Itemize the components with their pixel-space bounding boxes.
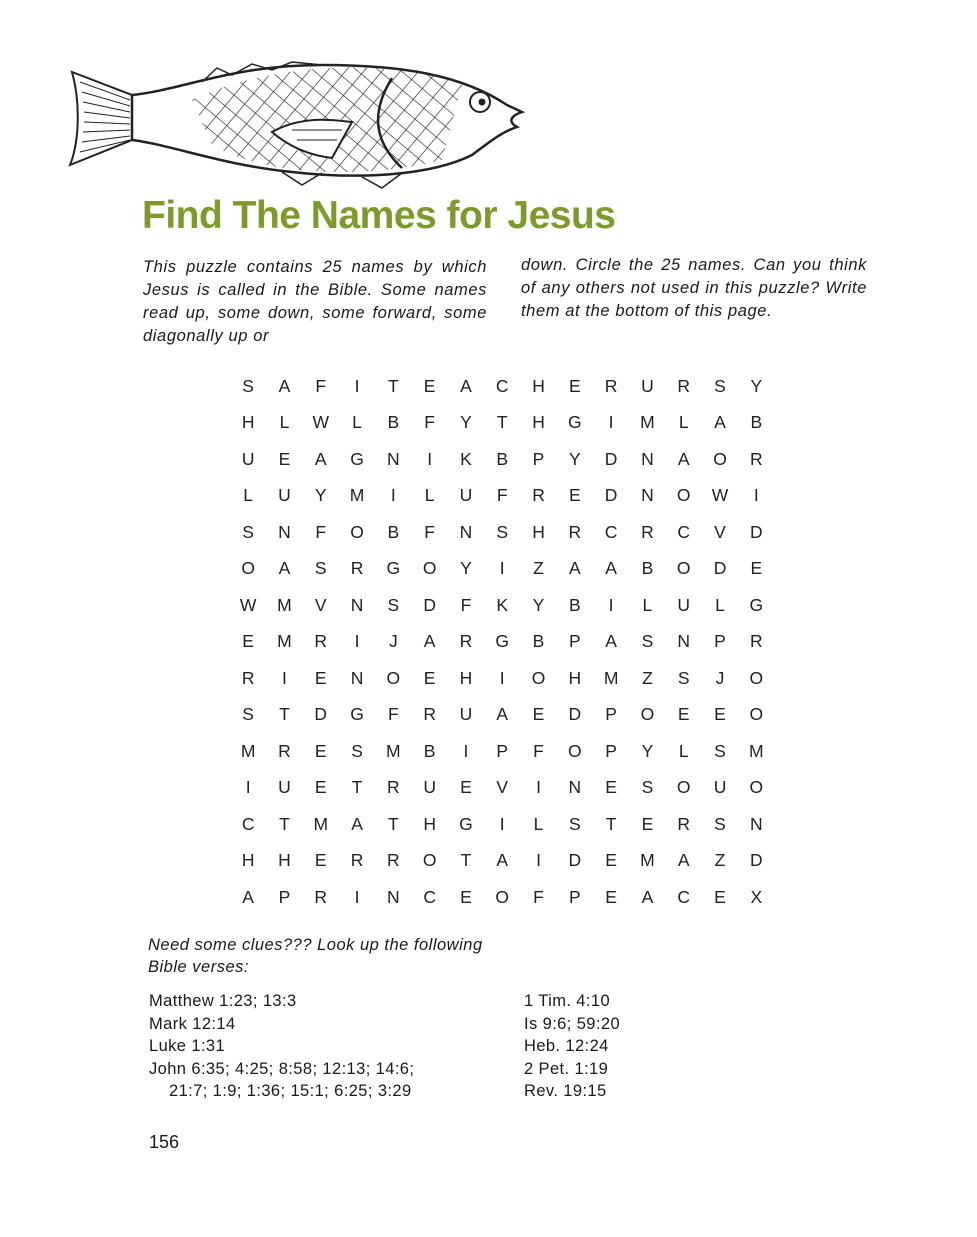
- grid-letter[interactable]: D: [604, 485, 618, 506]
- grid-letter[interactable]: S: [242, 521, 254, 542]
- grid-letter[interactable]: U: [459, 485, 473, 506]
- grid-letter[interactable]: U: [423, 777, 436, 798]
- grid-letter[interactable]: I: [245, 777, 251, 798]
- grid-letter[interactable]: W: [711, 485, 729, 506]
- grid-letter[interactable]: S: [714, 813, 726, 834]
- grid-letter[interactable]: I: [354, 886, 360, 907]
- grid-letter[interactable]: S: [387, 594, 400, 615]
- grid-letter[interactable]: D: [423, 594, 436, 615]
- grid-letter[interactable]: D: [314, 704, 328, 725]
- grid-letter[interactable]: A: [496, 850, 509, 871]
- grid-letter[interactable]: L: [352, 412, 362, 433]
- grid-letter[interactable]: H: [423, 813, 436, 834]
- grid-letter[interactable]: H: [241, 412, 255, 433]
- grid-letter[interactable]: O: [749, 667, 764, 688]
- grid-letter[interactable]: U: [241, 448, 255, 469]
- grid-letter[interactable]: R: [641, 521, 654, 542]
- grid-letter[interactable]: E: [314, 740, 327, 761]
- grid-letter[interactable]: A: [242, 886, 254, 907]
- clue-reference: 1 Tim. 4:10: [524, 992, 611, 1010]
- grid-letter[interactable]: O: [495, 886, 510, 907]
- grid-letter[interactable]: T: [351, 777, 363, 798]
- grid-letter[interactable]: Z: [714, 850, 726, 871]
- grid-letter[interactable]: E: [460, 886, 472, 907]
- grid-letter[interactable]: P: [278, 886, 291, 907]
- grid-letter[interactable]: Z: [642, 667, 653, 688]
- grid-letter[interactable]: P: [568, 631, 581, 652]
- grid-letter[interactable]: P: [714, 631, 726, 652]
- grid-letter[interactable]: E: [641, 813, 654, 834]
- grid-letter[interactable]: F: [533, 740, 544, 761]
- grid-letter[interactable]: L: [424, 485, 435, 506]
- grid-letter[interactable]: T: [605, 813, 617, 834]
- grid-row: [230, 697, 775, 734]
- grid-letter[interactable]: T: [387, 375, 399, 396]
- grid-letter[interactable]: T: [387, 813, 399, 834]
- grid-letter[interactable]: V: [314, 594, 327, 615]
- grid-letter[interactable]: N: [641, 485, 654, 506]
- grid-letter[interactable]: F: [424, 521, 435, 542]
- grid-letter[interactable]: L: [642, 594, 653, 615]
- grid-letter[interactable]: I: [463, 740, 469, 761]
- grid-letter[interactable]: F: [315, 521, 327, 542]
- grid-letter[interactable]: A: [460, 375, 472, 396]
- grid-letter[interactable]: S: [351, 740, 363, 761]
- grid-letter[interactable]: N: [387, 448, 400, 469]
- grid-letter[interactable]: A: [314, 448, 327, 469]
- grid-letter[interactable]: Y: [568, 448, 581, 469]
- grid-letter[interactable]: P: [605, 740, 617, 761]
- grid-letter[interactable]: I: [427, 448, 433, 469]
- grid-letter[interactable]: D: [749, 521, 763, 542]
- grid-letter[interactable]: G: [350, 448, 364, 469]
- grid-letter[interactable]: R: [459, 631, 473, 652]
- word-search-grid: [230, 368, 775, 916]
- clue-reference: Rev. 19:15: [524, 1082, 607, 1100]
- grid-letter[interactable]: N: [568, 777, 582, 798]
- grid-letter[interactable]: R: [532, 485, 545, 506]
- grid-letter[interactable]: O: [676, 558, 691, 579]
- grid-letter[interactable]: W: [239, 594, 257, 615]
- grid-row: [230, 806, 775, 843]
- clues-heading: Need some clues??? Look up the following Bible verses:: [148, 936, 483, 976]
- grid-row: [230, 733, 775, 770]
- grid-letter[interactable]: G: [350, 704, 364, 725]
- grid-row: [230, 514, 775, 551]
- grid-letter[interactable]: R: [278, 740, 291, 761]
- grid-letter[interactable]: H: [459, 667, 473, 688]
- grid-letter[interactable]: T: [496, 412, 508, 433]
- grid-letter[interactable]: E: [568, 375, 581, 396]
- grid-letter[interactable]: Y: [532, 594, 545, 615]
- grid-letter[interactable]: T: [460, 850, 472, 871]
- grid-letter[interactable]: R: [604, 375, 618, 396]
- grid-letter[interactable]: H: [532, 412, 545, 433]
- grid-letter[interactable]: B: [387, 521, 400, 542]
- grid-letter[interactable]: I: [608, 412, 614, 433]
- grid-letter[interactable]: P: [496, 740, 509, 761]
- grid-letter[interactable]: J: [715, 667, 725, 688]
- grid-letter[interactable]: O: [713, 448, 727, 469]
- grid-letter[interactable]: O: [749, 777, 764, 798]
- grid-letter[interactable]: M: [640, 850, 655, 871]
- grid-letter[interactable]: P: [605, 704, 617, 725]
- grid-letter[interactable]: B: [641, 558, 654, 579]
- grid-row: [230, 368, 775, 405]
- grid-letter[interactable]: E: [314, 777, 327, 798]
- grid-row: [230, 441, 775, 478]
- grid-letter[interactable]: I: [499, 667, 505, 688]
- grid-letter[interactable]: E: [278, 448, 291, 469]
- grid-letter[interactable]: S: [242, 375, 254, 396]
- clue-reference: John 6:35; 4:25; 8:58; 12:13; 14:6;: [149, 1059, 415, 1078]
- grid-letter[interactable]: E: [532, 704, 545, 725]
- grid-letter[interactable]: O: [640, 704, 655, 725]
- grid-letter[interactable]: O: [386, 667, 401, 688]
- grid-letter[interactable]: N: [459, 521, 473, 542]
- grid-letter[interactable]: P: [532, 448, 545, 469]
- grid-letter[interactable]: D: [568, 850, 582, 871]
- grid-letter[interactable]: E: [677, 704, 690, 725]
- grid-letter[interactable]: L: [533, 813, 544, 834]
- clue-reference: Luke 1:31: [149, 1037, 226, 1055]
- grid-letter[interactable]: W: [312, 412, 329, 433]
- grid-letter[interactable]: A: [278, 375, 291, 396]
- grid-letter[interactable]: Y: [641, 740, 654, 761]
- grid-letter[interactable]: Y: [314, 485, 327, 506]
- grid-letter[interactable]: M: [603, 667, 619, 688]
- grid-letter[interactable]: U: [278, 777, 291, 798]
- clue-reference: Is 9:6; 59:20: [524, 1014, 621, 1033]
- grid-letter[interactable]: O: [422, 558, 437, 579]
- grid-letter[interactable]: A: [496, 704, 509, 725]
- grid-row: [230, 405, 775, 442]
- grid-letter[interactable]: E: [714, 704, 726, 725]
- grid-letter[interactable]: E: [605, 777, 617, 798]
- grid-letter[interactable]: S: [641, 777, 654, 798]
- grid-letter[interactable]: H: [278, 850, 291, 871]
- grid-letter[interactable]: I: [753, 485, 759, 506]
- grid-letter[interactable]: K: [460, 448, 472, 469]
- grid-letter[interactable]: C: [241, 813, 255, 834]
- grid-row: [230, 551, 775, 588]
- grid-letter[interactable]: R: [387, 850, 400, 871]
- grid-letter[interactable]: C: [677, 886, 691, 907]
- grid-letter[interactable]: R: [749, 631, 763, 652]
- grid-letter[interactable]: E: [605, 850, 617, 871]
- grid-letter[interactable]: E: [750, 558, 763, 579]
- intro-text-left: This puzzle contains 25 names by which Jesus is called in the Bible. Some names read up, some down, some forward, some diagonally up or: [143, 258, 487, 345]
- grid-letter[interactable]: G: [386, 558, 401, 579]
- grid-letter[interactable]: E: [423, 667, 436, 688]
- grid-letter[interactable]: O: [350, 521, 364, 542]
- grid-row: [230, 478, 775, 515]
- grid-letter[interactable]: S: [714, 375, 726, 396]
- grid-letter[interactable]: E: [568, 485, 581, 506]
- grid-letter[interactable]: O: [531, 667, 546, 688]
- grid-letter[interactable]: R: [677, 813, 691, 834]
- grid-letter[interactable]: O: [241, 558, 255, 579]
- grid-letter[interactable]: E: [423, 375, 436, 396]
- grid-letter[interactable]: R: [423, 704, 436, 725]
- grid-letter[interactable]: O: [422, 850, 437, 871]
- grid-letter[interactable]: I: [354, 631, 360, 652]
- grid-letter[interactable]: A: [714, 412, 726, 433]
- grid-letter[interactable]: E: [605, 886, 617, 907]
- grid-letter[interactable]: L: [279, 412, 290, 433]
- grid-letter[interactable]: R: [314, 631, 328, 652]
- grid-letter[interactable]: F: [424, 412, 435, 433]
- grid-letter[interactable]: C: [423, 886, 436, 907]
- page-number: 156: [149, 1132, 180, 1152]
- grid-letter[interactable]: P: [568, 886, 581, 907]
- intro-text-right: down. Circle the 25 names. Can you think of any others not used in this puzzle? Write them at the bottom of this page.: [521, 256, 867, 320]
- grid-letter[interactable]: G: [568, 412, 582, 433]
- grid-letter[interactable]: O: [749, 704, 764, 725]
- grid-letter[interactable]: R: [241, 667, 255, 688]
- grid-letter[interactable]: M: [277, 631, 292, 652]
- grid-row: [230, 879, 775, 916]
- grid-letter[interactable]: A: [677, 850, 690, 871]
- grid-letter[interactable]: M: [240, 740, 256, 761]
- clue-reference: Matthew 1:23; 13:3: [149, 992, 297, 1010]
- grid-letter[interactable]: E: [460, 777, 472, 798]
- grid-letter[interactable]: B: [387, 412, 400, 433]
- grid-letter[interactable]: N: [641, 448, 654, 469]
- grid-letter[interactable]: I: [499, 813, 505, 834]
- grid-letter[interactable]: H: [241, 850, 255, 871]
- grid-letter[interactable]: S: [496, 521, 509, 542]
- grid-letter[interactable]: S: [714, 740, 726, 761]
- grid-letter[interactable]: Y: [460, 412, 472, 433]
- grid-letter[interactable]: U: [641, 375, 654, 396]
- grid-letter[interactable]: S: [242, 704, 254, 725]
- grid-letter[interactable]: J: [388, 631, 398, 652]
- grid-letter[interactable]: M: [313, 813, 329, 834]
- grid-letter[interactable]: F: [496, 485, 508, 506]
- grid-letter[interactable]: X: [750, 886, 763, 907]
- grid-letter[interactable]: U: [278, 485, 291, 506]
- grid-letter[interactable]: U: [713, 777, 727, 798]
- grid-letter[interactable]: A: [278, 558, 291, 579]
- grid-letter[interactable]: A: [351, 813, 363, 834]
- grid-letter[interactable]: N: [749, 813, 763, 834]
- grid-letter[interactable]: R: [749, 448, 763, 469]
- grid-letter[interactable]: C: [677, 521, 691, 542]
- grid-letter[interactable]: Y: [750, 375, 763, 396]
- clues-right-column: [524, 990, 620, 1103]
- grid-letter[interactable]: E: [314, 850, 327, 871]
- clue-reference: Heb. 12:24: [524, 1037, 609, 1055]
- grid-letter[interactable]: D: [749, 850, 763, 871]
- grid-letter[interactable]: B: [568, 594, 581, 615]
- grid-letter[interactable]: I: [536, 777, 541, 798]
- clue-reference: 21:7; 1:9; 1:36; 15:1; 6:25; 3:29: [169, 1082, 412, 1100]
- grid-letter[interactable]: S: [314, 558, 327, 579]
- grid-letter[interactable]: E: [314, 667, 327, 688]
- fish-illustration: [62, 60, 532, 195]
- grid-row: [230, 587, 775, 624]
- grid-letter[interactable]: I: [282, 667, 287, 688]
- grid-letter[interactable]: S: [568, 813, 581, 834]
- grid-letter[interactable]: L: [243, 485, 254, 506]
- grid-letter[interactable]: B: [423, 740, 436, 761]
- grid-letter[interactable]: S: [677, 667, 690, 688]
- grid-letter[interactable]: A: [605, 558, 617, 579]
- grid-letter[interactable]: B: [496, 448, 509, 469]
- grid-letter[interactable]: R: [350, 558, 364, 579]
- grid-letter[interactable]: H: [532, 375, 545, 396]
- grid-letter[interactable]: I: [354, 375, 360, 396]
- page-title: Find The Names for Jesus: [142, 194, 616, 237]
- grid-letter[interactable]: L: [678, 740, 689, 761]
- clue-reference: 2 Pet. 1:19: [524, 1059, 609, 1078]
- grid-letter[interactable]: N: [677, 631, 691, 652]
- clues-left-column: [149, 990, 414, 1103]
- grid-letter[interactable]: R: [677, 375, 691, 396]
- grid-letter[interactable]: L: [678, 412, 689, 433]
- grid-letter[interactable]: A: [605, 631, 617, 652]
- grid-letter[interactable]: K: [496, 594, 509, 615]
- grid-letter[interactable]: A: [677, 448, 690, 469]
- grid-letter[interactable]: M: [277, 594, 292, 615]
- grid-letter[interactable]: O: [568, 740, 582, 761]
- grid-letter[interactable]: I: [390, 485, 396, 506]
- grid-letter[interactable]: G: [495, 631, 510, 652]
- grid-letter[interactable]: L: [715, 594, 725, 615]
- grid-letter[interactable]: U: [459, 704, 473, 725]
- grid-letter[interactable]: R: [568, 521, 582, 542]
- grid-letter[interactable]: A: [423, 631, 436, 652]
- grid-letter[interactable]: T: [279, 813, 290, 834]
- grid-letter[interactable]: V: [496, 777, 509, 798]
- grid-letter[interactable]: V: [714, 521, 726, 542]
- clue-reference: Mark 12:14: [149, 1014, 236, 1033]
- grid-letter[interactable]: G: [459, 813, 473, 834]
- grid-letter[interactable]: Z: [533, 558, 544, 579]
- grid-letter[interactable]: N: [387, 886, 400, 907]
- grid-row: [230, 624, 775, 661]
- grid-letter[interactable]: H: [568, 667, 582, 688]
- grid-letter[interactable]: R: [314, 886, 328, 907]
- grid-letter[interactable]: O: [676, 485, 691, 506]
- grid-letter[interactable]: F: [315, 375, 327, 396]
- grid-letter[interactable]: E: [714, 886, 726, 907]
- grid-letter[interactable]: N: [278, 521, 291, 542]
- grid-letter[interactable]: C: [604, 521, 618, 542]
- grid-letter[interactable]: E: [242, 631, 254, 652]
- grid-letter[interactable]: M: [349, 485, 365, 506]
- grid-letter[interactable]: Y: [460, 558, 472, 579]
- grid-letter[interactable]: F: [387, 704, 399, 725]
- grid-letter[interactable]: T: [279, 704, 290, 725]
- grid-letter[interactable]: G: [749, 594, 764, 615]
- grid-letter[interactable]: A: [641, 886, 654, 907]
- grid-letter[interactable]: N: [350, 667, 364, 688]
- grid-letter[interactable]: B: [532, 631, 545, 652]
- grid-letter[interactable]: I: [499, 558, 505, 579]
- grid-letter[interactable]: M: [640, 412, 655, 433]
- grid-letter[interactable]: I: [608, 594, 614, 615]
- grid-letter[interactable]: D: [568, 704, 582, 725]
- grid-letter[interactable]: C: [495, 375, 509, 396]
- grid-letter[interactable]: A: [568, 558, 581, 579]
- grid-letter[interactable]: U: [677, 594, 691, 615]
- grid-letter[interactable]: F: [533, 886, 544, 907]
- grid-letter[interactable]: O: [676, 777, 691, 798]
- grid-letter[interactable]: M: [386, 740, 401, 761]
- grid-letter[interactable]: D: [604, 448, 618, 469]
- grid-letter[interactable]: R: [387, 777, 400, 798]
- grid-letter[interactable]: I: [536, 850, 541, 871]
- grid-letter[interactable]: R: [350, 850, 364, 871]
- grid-letter[interactable]: M: [749, 740, 764, 761]
- grid-letter[interactable]: N: [350, 594, 364, 615]
- grid-row: [230, 660, 775, 697]
- grid-letter[interactable]: S: [641, 631, 654, 652]
- grid-letter[interactable]: F: [460, 594, 472, 615]
- grid-row: [230, 770, 775, 807]
- grid-letter[interactable]: H: [532, 521, 545, 542]
- grid-letter[interactable]: B: [750, 412, 763, 433]
- grid-row: [230, 843, 775, 880]
- grid-letter[interactable]: D: [713, 558, 727, 579]
